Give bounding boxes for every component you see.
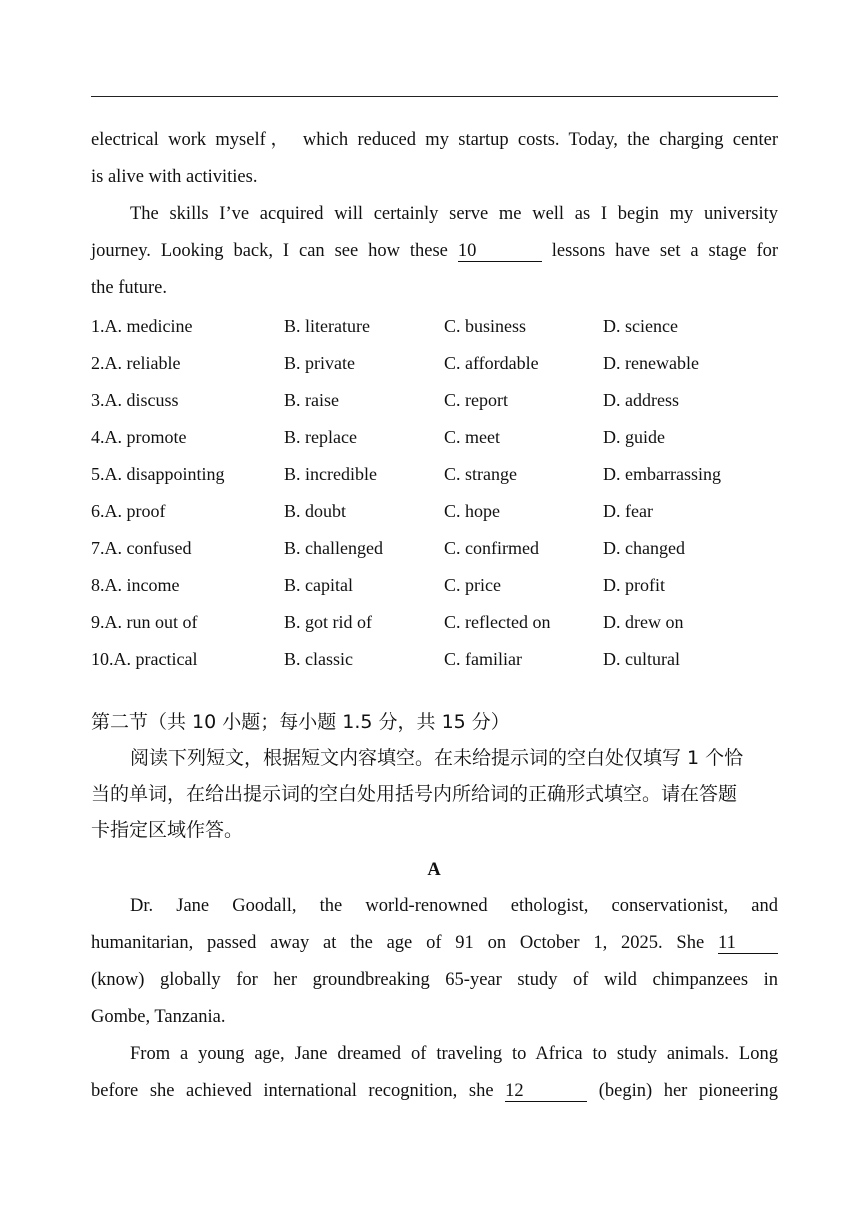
option-a: 4.A. promote — [91, 427, 187, 447]
text-line: electrical work myself， which reduced my startup costs. Today, the charging center — [91, 130, 778, 150]
section-instructions — [91, 740, 778, 848]
option-b: B. private — [284, 353, 355, 373]
passage-a-p2-line2 — [91, 1073, 778, 1110]
option-row — [91, 641, 778, 678]
section-title: 第二节（共 10 小题；每小题 1.5 分，共 15 分） — [91, 711, 510, 733]
text-line: The skills I’ve acquired will certainly serve me well as I begin my university — [130, 204, 778, 224]
paragraph-skills — [91, 196, 778, 233]
passage-a-p1-line3 — [91, 962, 778, 999]
option-c: C. affordable — [444, 353, 539, 373]
option-d: D. drew on — [603, 612, 684, 632]
passage-letter: A — [427, 860, 441, 880]
passage-a-p2-line1 — [91, 1036, 778, 1073]
option-b: B. replace — [284, 427, 357, 447]
option-a: 8.A. income — [91, 575, 180, 595]
text-before-blank: before she achieved international recognition, she — [91, 1081, 494, 1101]
option-c: C. familiar — [444, 649, 522, 669]
option-c: C. meet — [444, 427, 500, 447]
instruction-line: 卡指定区域作答。 — [91, 819, 244, 841]
instruction-line: 阅读下列短文，根据短文内容填空。在未给提示词的空白处仅填写 1 个恰 — [130, 747, 744, 769]
option-row — [91, 493, 778, 530]
option-c: C. business — [444, 316, 527, 336]
option-a: 10.A. practical — [91, 649, 198, 669]
instruction-line: 当的单词，在给出提示词的空白处用括号内所给词的正确形式填空。请在答题 — [91, 783, 738, 805]
option-d: D. guide — [603, 427, 665, 447]
option-a: 9.A. run out of — [91, 612, 198, 632]
blank-10: 10 — [458, 241, 542, 262]
option-c: C. price — [444, 575, 501, 595]
text-line — [91, 233, 778, 270]
text-after-blank: lessons have set a stage for — [551, 241, 779, 261]
text-line: From a young age, Jane dreamed of traveling to Africa to study animals. Long — [130, 1044, 778, 1064]
option-a: 5.A. disappointing — [91, 464, 225, 484]
passage-continuation-end — [91, 159, 778, 196]
option-d: D. profit — [603, 575, 665, 595]
text-after-blank: (begin) her pioneering — [598, 1081, 779, 1101]
text-line: Dr. Jane Goodall, the world-renowned ethologist, conservationist, and — [130, 896, 778, 916]
option-a: 1.A. medicine — [91, 316, 193, 336]
option-b: B. doubt — [284, 501, 347, 521]
passage-continuation — [91, 122, 778, 159]
option-b: B. challenged — [284, 538, 383, 558]
option-row — [91, 456, 778, 493]
header-rule — [91, 96, 778, 97]
options-list — [91, 308, 778, 678]
option-d: D. changed — [603, 538, 685, 558]
blank-11: 11 — [718, 933, 778, 954]
passage-a-p1-line1 — [91, 888, 778, 925]
option-c: C. reflected on — [444, 612, 551, 632]
option-row — [91, 567, 778, 604]
option-b: B. capital — [284, 575, 353, 595]
option-b: B. incredible — [284, 464, 377, 484]
option-c: C. confirmed — [444, 538, 539, 558]
text-line: (know) globally for her groundbreaking 65-year study of wild chimpanzees in — [91, 970, 778, 990]
option-b: B. got rid of — [284, 612, 372, 632]
option-d: D. science — [603, 316, 678, 336]
text-before-blank: journey. Looking back, I can see how these — [91, 241, 448, 261]
blank-12: 12 — [505, 1081, 587, 1102]
paragraph-skills-end — [91, 270, 778, 307]
option-c: C. report — [444, 390, 508, 410]
option-d: D. embarrassing — [603, 464, 721, 484]
option-row — [91, 345, 778, 382]
option-c: C. hope — [444, 501, 500, 521]
paragraph-skills-line2 — [91, 233, 778, 270]
passage-a-p1-line4 — [91, 999, 778, 1036]
passage-a-p1-line2 — [91, 925, 778, 962]
option-d: D. renewable — [603, 353, 699, 373]
text-line — [91, 925, 778, 962]
option-row — [91, 308, 778, 345]
option-row — [91, 604, 778, 641]
text-line: is alive with activities. — [91, 167, 258, 187]
option-a: 7.A. confused — [91, 538, 192, 558]
option-b: B. classic — [284, 649, 353, 669]
option-a: 6.A. proof — [91, 501, 166, 521]
option-a: 3.A. discuss — [91, 390, 179, 410]
option-a: 2.A. reliable — [91, 353, 181, 373]
text-line — [91, 1073, 778, 1110]
option-c: C. strange — [444, 464, 517, 484]
option-d: D. fear — [603, 501, 653, 521]
text-line: Gombe, Tanzania. — [91, 1007, 226, 1027]
option-d: D. cultural — [603, 649, 680, 669]
text-before-blank: humanitarian, passed away at the age of 91 on October 1, 2025. She — [91, 933, 705, 953]
option-b: B. literature — [284, 316, 370, 336]
text-line: the future. — [91, 278, 168, 298]
option-row — [91, 382, 778, 419]
option-d: D. address — [603, 390, 679, 410]
option-row — [91, 419, 778, 456]
option-row — [91, 530, 778, 567]
option-b: B. raise — [284, 390, 339, 410]
